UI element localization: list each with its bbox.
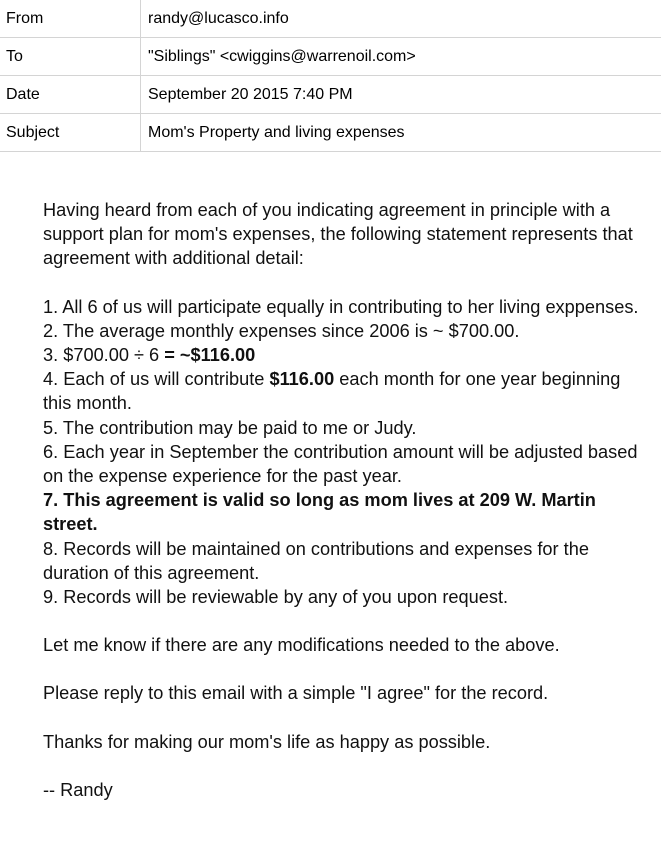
subject-value: Mom's Property and living expenses xyxy=(141,114,661,152)
email-body xyxy=(43,198,643,802)
list-item-2: 2. The average monthly expenses since 2006 is ~ $700.00. xyxy=(43,320,520,341)
to-label: To xyxy=(0,38,141,76)
date-label: Date xyxy=(0,76,141,114)
reply-paragraph: Please reply to this email with a simple "I agree" for the record. xyxy=(43,683,549,704)
list-item-6: 6. Each year in September the contribution amount will be adjusted based on the expense experience for the past year. xyxy=(43,441,638,487)
email-header xyxy=(0,0,661,152)
intro-paragraph: Having heard from each of you indicating agreement in principle with a support plan for mom's expenses, the following statement represents that agreement with additional detail: xyxy=(43,200,633,269)
to-row xyxy=(0,38,661,76)
subject-row xyxy=(0,114,661,152)
from-value: randy@lucasco.info xyxy=(141,0,661,38)
to-value: "Siblings" <cwiggins@warrenoil.com> xyxy=(141,38,661,76)
list-item-3 xyxy=(43,343,643,367)
subject-label: Subject xyxy=(0,114,141,152)
modifications-paragraph: Let me know if there are any modifications needed to the above. xyxy=(43,635,560,656)
list-item-9: 9. Records will be reviewable by any of you upon request. xyxy=(43,587,509,608)
from-label: From xyxy=(0,0,141,38)
list-item-4-text-end: each month for one year beginning this month. xyxy=(43,369,621,414)
from-row xyxy=(0,0,661,38)
thanks-paragraph: Thanks for making our mom's life as happy as possible. xyxy=(43,731,491,752)
list-item-3-result: = ~$116.00 xyxy=(164,345,256,366)
list-item-4 xyxy=(43,367,643,415)
list-item-7: 7. This agreement is valid so long as mom lives at 209 W. Martin street. xyxy=(43,490,596,535)
signature: -- Randy xyxy=(43,779,113,800)
date-row xyxy=(0,76,661,114)
list-item-4-text-start: 4. Each of us will contribute xyxy=(43,369,270,390)
date-value: September 20 2015 7:40 PM xyxy=(141,76,661,114)
list-item-3-text: 3. $700.00 ÷ 6 xyxy=(43,345,165,366)
list-item-5: 5. The contribution may be paid to me or Judy. xyxy=(43,417,417,438)
list-item-4-amount: $116.00 xyxy=(269,369,335,390)
list-item-8: 8. Records will be maintained on contributions and expenses for the duration of this agreement. xyxy=(43,538,589,583)
list-item-1: 1. All 6 of us will participate equally in contributing to her living exppenses. xyxy=(43,296,639,317)
